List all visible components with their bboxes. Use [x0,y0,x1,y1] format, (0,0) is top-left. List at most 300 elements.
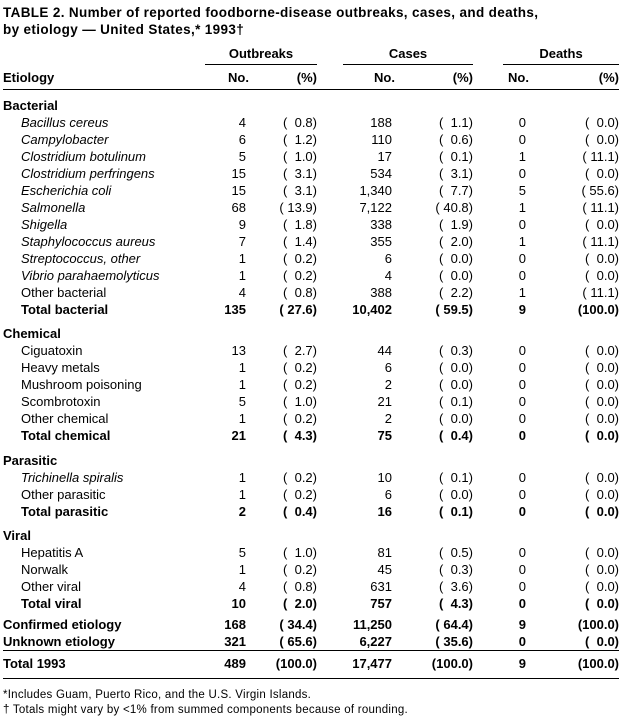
summary-row [3,613,619,634]
percent-cell: ( 65.6) [279,633,317,649]
group-header-row [3,45,619,64]
count-cell: 1 [238,377,246,392]
etiology-name-italic: Streptococcus, other [21,250,141,266]
count-cell: 135 [224,301,246,317]
percent-cell: ( 0.0) [439,486,473,502]
percent-cell: (100.0) [529,651,619,679]
etiology-name-italic: Escherichia coli [21,182,112,198]
percent-cell: ( 0.0) [439,267,473,283]
count-cell: 17,477 [343,651,395,679]
percent-cell: ( 4.3) [283,428,317,443]
percent-cell: ( 1.1) [439,114,473,130]
count-cell: 1 [238,411,246,426]
percent-cell: ( 0.0) [585,360,620,375]
etiology-cell: Total 1993 [3,651,205,679]
count-cell: 0 [518,360,526,375]
percent-cell: ( 0.0) [585,428,620,443]
count-cell: 5 [518,182,526,198]
percent-cell: ( 34.4) [279,616,317,632]
etiology-cell: Total viral [21,596,82,611]
spacer-cell [317,411,343,428]
percent-cell: ( 0.0) [585,469,620,485]
percent-cell: ( 0.0) [585,486,620,502]
count-cell: 534 [370,165,392,181]
percent-cell: ( 0.0) [585,503,620,519]
etiology-cell: Hepatitis A [21,545,84,560]
spacer-cell [317,250,343,267]
count-cell: 5 [238,545,246,560]
percent-cell: ( 64.4) [435,616,473,632]
percent-cell: ( 2.7) [283,343,317,358]
percent-cell: ( 11.1) [582,284,620,300]
column-group-deaths: Deaths [503,45,619,64]
etiology-cell [3,199,205,216]
spacer-cell [317,651,343,679]
section-header-row [3,445,619,470]
percent-cell: (100.0) [577,616,620,632]
spacer-cell [317,301,343,318]
percent-cell: ( 0.0) [439,377,473,392]
etiology-cell: Total chemical [21,428,111,443]
count-cell: 1 [238,486,246,502]
footnotes [3,688,621,718]
count-cell: 7,122 [359,199,392,215]
percent-cell: ( 0.1) [439,503,473,519]
table-row [3,469,619,486]
spacer-cell [473,633,503,651]
etiology-cell: Heavy metals [21,360,100,375]
etiology-cell: Confirmed etiology [3,616,122,632]
section-total-row [3,301,619,318]
percent-cell: ( 1.0) [283,394,317,409]
percent-cell: ( 0.0) [585,545,620,560]
etiology-cell [3,148,205,165]
count-cell: 0 [518,469,526,485]
etiology-cell [3,182,205,199]
percent-cell: ( 0.0) [585,114,620,130]
count-cell: 21 [231,428,246,443]
count-cell: 0 [518,114,526,130]
deaths-no-header: No. [503,64,529,89]
count-cell: 1 [238,250,246,266]
spacer-cell [317,486,343,503]
spacer-cell [317,579,343,596]
table-row [3,182,619,199]
percent-cell: ( 59.5) [435,301,473,317]
count-cell: 0 [518,165,526,181]
section-header-row [3,89,619,114]
count-cell: 0 [518,503,526,519]
spacer-cell [317,165,343,182]
spacer-cell [473,651,503,679]
count-cell: 1 [518,284,526,300]
count-cell: 6 [384,486,392,502]
count-cell: 6 [384,360,392,375]
etiology-table [3,45,619,679]
column-group-outbreaks: Outbreaks [205,45,317,64]
spacer-cell [317,182,343,199]
deaths-pct-header: (%) [529,64,619,89]
spacer-cell [473,233,503,250]
etiology-name-italic: Shigella [21,216,68,232]
table-row [3,579,619,596]
percent-cell: ( 40.8) [435,199,473,215]
percent-cell: ( 0.2) [283,250,317,266]
table-row [3,486,619,503]
count-cell: 489 [205,651,249,679]
table-row [3,545,619,562]
table-row [3,250,619,267]
spacer-cell [317,469,343,486]
count-cell: 7 [238,233,246,249]
spacer-cell [473,343,503,360]
spacer-cell [473,486,503,503]
table-row [3,165,619,182]
count-cell: 321 [224,633,246,649]
count-cell: 631 [370,579,392,594]
count-cell: 0 [518,428,526,443]
count-cell: 1 [238,469,246,485]
spacer-cell [473,613,503,634]
spacer-cell [473,199,503,216]
spacer-cell [473,165,503,182]
percent-cell: ( 11.1) [582,199,620,215]
summary-row [3,633,619,651]
outbreaks-pct-header: (%) [249,64,317,89]
percent-cell: ( 0.0) [439,411,473,426]
etiology-cell [3,233,205,250]
table-row [3,360,619,377]
count-cell: 168 [224,616,246,632]
spacer-cell [317,114,343,131]
count-cell: 15 [231,165,246,181]
spacer-cell [317,503,343,520]
percent-cell: ( 13.9) [279,199,317,215]
etiology-cell [3,469,205,486]
spacer-cell [317,562,343,579]
count-cell: 0 [518,486,526,502]
percent-cell: ( 1.8) [283,216,317,232]
percent-cell: ( 1.2) [283,131,317,147]
grand-total-row [3,651,619,679]
count-cell: 2 [238,503,246,519]
spacer-cell [473,148,503,165]
etiology-name-italic: Clostridium botulinum [21,148,146,164]
percent-cell: ( 35.6) [435,633,473,649]
spacer-cell [317,394,343,411]
spacer-cell [473,377,503,394]
subheader-row [3,64,619,89]
percent-cell: ( 0.8) [283,114,317,130]
group-header-blank [3,45,205,64]
count-cell: 4 [238,114,246,130]
spacer-cell [473,216,503,233]
count-cell: 0 [518,411,526,426]
spacer-cell [473,562,503,579]
percent-cell: ( 0.2) [283,469,317,485]
count-cell: 44 [377,343,392,358]
etiology-column-header: Etiology [3,64,205,89]
percent-cell: ( 0.0) [439,250,473,266]
count-cell: 757 [370,596,392,611]
etiology-cell: Other chemical [21,411,109,426]
count-cell: 188 [370,114,392,130]
count-cell: 15 [231,182,246,198]
count-cell: 5 [238,148,246,164]
etiology-cell: Scombrotoxin [21,394,101,409]
cases-no-header: No. [343,64,395,89]
spacer-cell [317,633,343,651]
count-cell: 1 [518,148,526,164]
percent-cell: ( 1.9) [439,216,473,232]
percent-cell: ( 0.6) [439,131,473,147]
table-row [3,131,619,148]
count-cell: 5 [238,394,246,409]
etiology-cell: Other viral [21,579,81,594]
percent-cell: ( 0.4) [439,428,473,443]
count-cell: 338 [370,216,392,232]
table-row [3,199,619,216]
percent-cell: ( 3.1) [439,165,473,181]
table-row [3,233,619,250]
etiology-name-italic: Bacillus cereus [21,114,109,130]
count-cell: 10,402 [352,301,392,317]
count-cell: 1 [518,233,526,249]
percent-cell: ( 0.2) [283,411,317,426]
count-cell: 0 [518,131,526,147]
etiology-cell: Mushroom poisoning [21,377,142,392]
table-title-line-2: by etiology — United States,* 1993† [3,22,245,37]
percent-cell: ( 4.3) [439,596,473,611]
count-cell: 0 [518,562,526,577]
count-cell: 0 [518,633,526,649]
spacer-cell [473,250,503,267]
percent-cell: ( 0.0) [585,343,620,358]
spacer-cell [473,503,503,520]
count-cell: 110 [371,131,392,147]
percent-cell: (100.0) [577,301,620,317]
etiology-cell: Total bacterial [21,301,109,317]
section-total-row [3,503,619,520]
spacer-cell [473,64,503,89]
spacer-cell [317,131,343,148]
section-total-row [3,596,619,613]
spacer-cell [317,216,343,233]
cases-pct-header: (%) [395,64,473,89]
spacer-cell [317,64,343,89]
spacer-cell [473,579,503,596]
table-row [3,377,619,394]
percent-cell: ( 0.0) [585,377,620,392]
table-row [3,216,619,233]
count-cell: 0 [518,394,526,409]
footnote-asterisk: *Includes Guam, Puerto Rico, and the U.S. Virgin Islands. [3,689,312,701]
table-title-line-1: TABLE 2. Number of reported foodborne-disease outbreaks, cases, and deaths, [3,5,539,20]
percent-cell: (100.0) [395,651,473,679]
group-spacer [473,45,503,64]
table-row [3,114,619,131]
table-row [3,562,619,579]
percent-cell: ( 0.3) [439,343,473,358]
table-row [3,394,619,411]
count-cell: 4 [384,267,392,283]
spacer-cell [317,343,343,360]
percent-cell: ( 0.0) [585,131,620,147]
percent-cell: ( 0.0) [585,267,620,283]
count-cell: 355 [370,233,392,249]
section-total-row [3,428,619,445]
count-cell: 0 [518,267,526,283]
count-cell: 0 [518,343,526,358]
count-cell: 6 [384,250,392,266]
count-cell: 10 [377,469,392,485]
spacer-cell [473,182,503,199]
count-cell: 75 [377,428,392,443]
footnote-dagger: † Totals might vary by <1% from summed components because of rounding. [3,704,408,716]
percent-cell: ( 0.0) [585,250,620,266]
spacer-cell [317,360,343,377]
percent-cell: ( 27.6) [279,301,317,317]
etiology-cell [3,250,205,267]
group-spacer [317,45,343,64]
count-cell: 45 [377,562,392,577]
percent-cell: ( 0.8) [283,579,317,594]
percent-cell: ( 0.1) [439,469,473,485]
etiology-cell: Other bacterial [21,284,107,300]
count-cell: 11,250 [352,616,392,632]
etiology-name-italic: Salmonella [21,199,86,215]
spacer-cell [473,596,503,613]
percent-cell: ( 11.1) [582,233,620,249]
count-cell: 9 [518,616,526,632]
percent-cell: ( 3.6) [439,579,473,594]
table-body [3,89,619,679]
percent-cell: ( 0.0) [585,633,620,649]
percent-cell: ( 55.6) [581,182,620,198]
count-cell: 0 [518,250,526,266]
percent-cell: ( 0.2) [283,360,317,375]
count-cell: 10 [231,596,246,611]
percent-cell: ( 0.4) [283,503,317,519]
count-cell: 4 [238,284,246,300]
count-cell: 0 [518,545,526,560]
count-cell: 6 [238,131,246,147]
spacer-cell [473,411,503,428]
percent-cell: ( 3.1) [283,182,317,198]
count-cell: 0 [518,579,526,594]
etiology-cell: Other parasitic [21,486,106,502]
etiology-cell [3,267,205,284]
percent-cell: ( 0.0) [585,579,620,594]
spacer-cell [317,428,343,445]
table-row [3,343,619,360]
count-cell: 9 [518,301,526,317]
count-cell: 81 [377,545,392,560]
etiology-name-italic: Trichinella spiralis [21,469,124,485]
percent-cell: ( 0.2) [283,562,317,577]
percent-cell: ( 1.0) [283,148,317,164]
count-cell: 9 [238,216,246,232]
table-row [3,284,619,301]
percent-cell: ( 0.0) [585,596,620,611]
table-row [3,411,619,428]
count-cell: 9 [503,651,529,679]
spacer-cell [473,545,503,562]
etiology-cell: Norwalk [21,562,68,577]
etiology-name-italic: Vibrio parahaemolyticus [21,267,160,283]
section-header: Viral [3,528,31,543]
percent-cell: ( 0.0) [585,165,620,181]
etiology-name-italic: Staphylococcus aureus [21,233,156,249]
section-header: Bacterial [3,97,58,113]
percent-cell: ( 0.0) [439,360,473,375]
spacer-cell [473,284,503,301]
spacer-cell [473,114,503,131]
table-row [3,148,619,165]
percent-cell: ( 0.0) [585,562,620,577]
percent-cell: ( 0.2) [283,377,317,392]
count-cell: 17 [377,148,392,164]
percent-cell: (100.0) [249,651,317,679]
spacer-cell [473,394,503,411]
etiology-cell [3,165,205,182]
count-cell: 0 [518,377,526,392]
count-cell: 68 [231,199,246,215]
spacer-cell [317,267,343,284]
percent-cell: ( 0.0) [585,394,620,409]
spacer-cell [317,233,343,250]
count-cell: 21 [377,394,392,409]
count-cell: 13 [231,343,246,358]
percent-cell: ( 7.7) [439,182,473,198]
etiology-cell [3,216,205,233]
table-head [3,45,619,89]
spacer-cell [473,469,503,486]
etiology-cell [3,131,205,148]
percent-cell: ( 11.1) [582,148,620,164]
spacer-cell [473,301,503,318]
count-cell: 16 [377,503,392,519]
spacer-cell [317,284,343,301]
column-group-cases: Cases [343,45,473,64]
etiology-cell: Ciguatoxin [21,343,83,358]
percent-cell: ( 1.4) [283,233,317,249]
percent-cell: ( 0.3) [439,562,473,577]
count-cell: 0 [518,216,526,232]
percent-cell: ( 0.1) [439,394,473,409]
percent-cell: ( 0.1) [439,148,473,164]
percent-cell: ( 2.0) [283,596,317,611]
spacer-cell [473,267,503,284]
section-header: Chemical [3,326,61,341]
table-row [3,267,619,284]
etiology-cell [3,114,205,131]
section-header-row [3,318,619,343]
etiology-cell: Unknown etiology [3,633,115,649]
percent-cell: ( 0.2) [283,267,317,283]
etiology-name-italic: Campylobacter [21,131,109,147]
etiology-cell: Total parasitic [21,503,109,519]
percent-cell: ( 3.1) [283,165,317,181]
count-cell: 388 [370,284,392,300]
spacer-cell [317,148,343,165]
spacer-cell [473,131,503,148]
percent-cell: ( 1.0) [283,545,317,560]
percent-cell: ( 0.8) [283,284,317,300]
etiology-name-italic: Clostridium perfringens [21,165,155,181]
percent-cell: ( 0.0) [585,216,620,232]
percent-cell: ( 2.0) [439,233,473,249]
